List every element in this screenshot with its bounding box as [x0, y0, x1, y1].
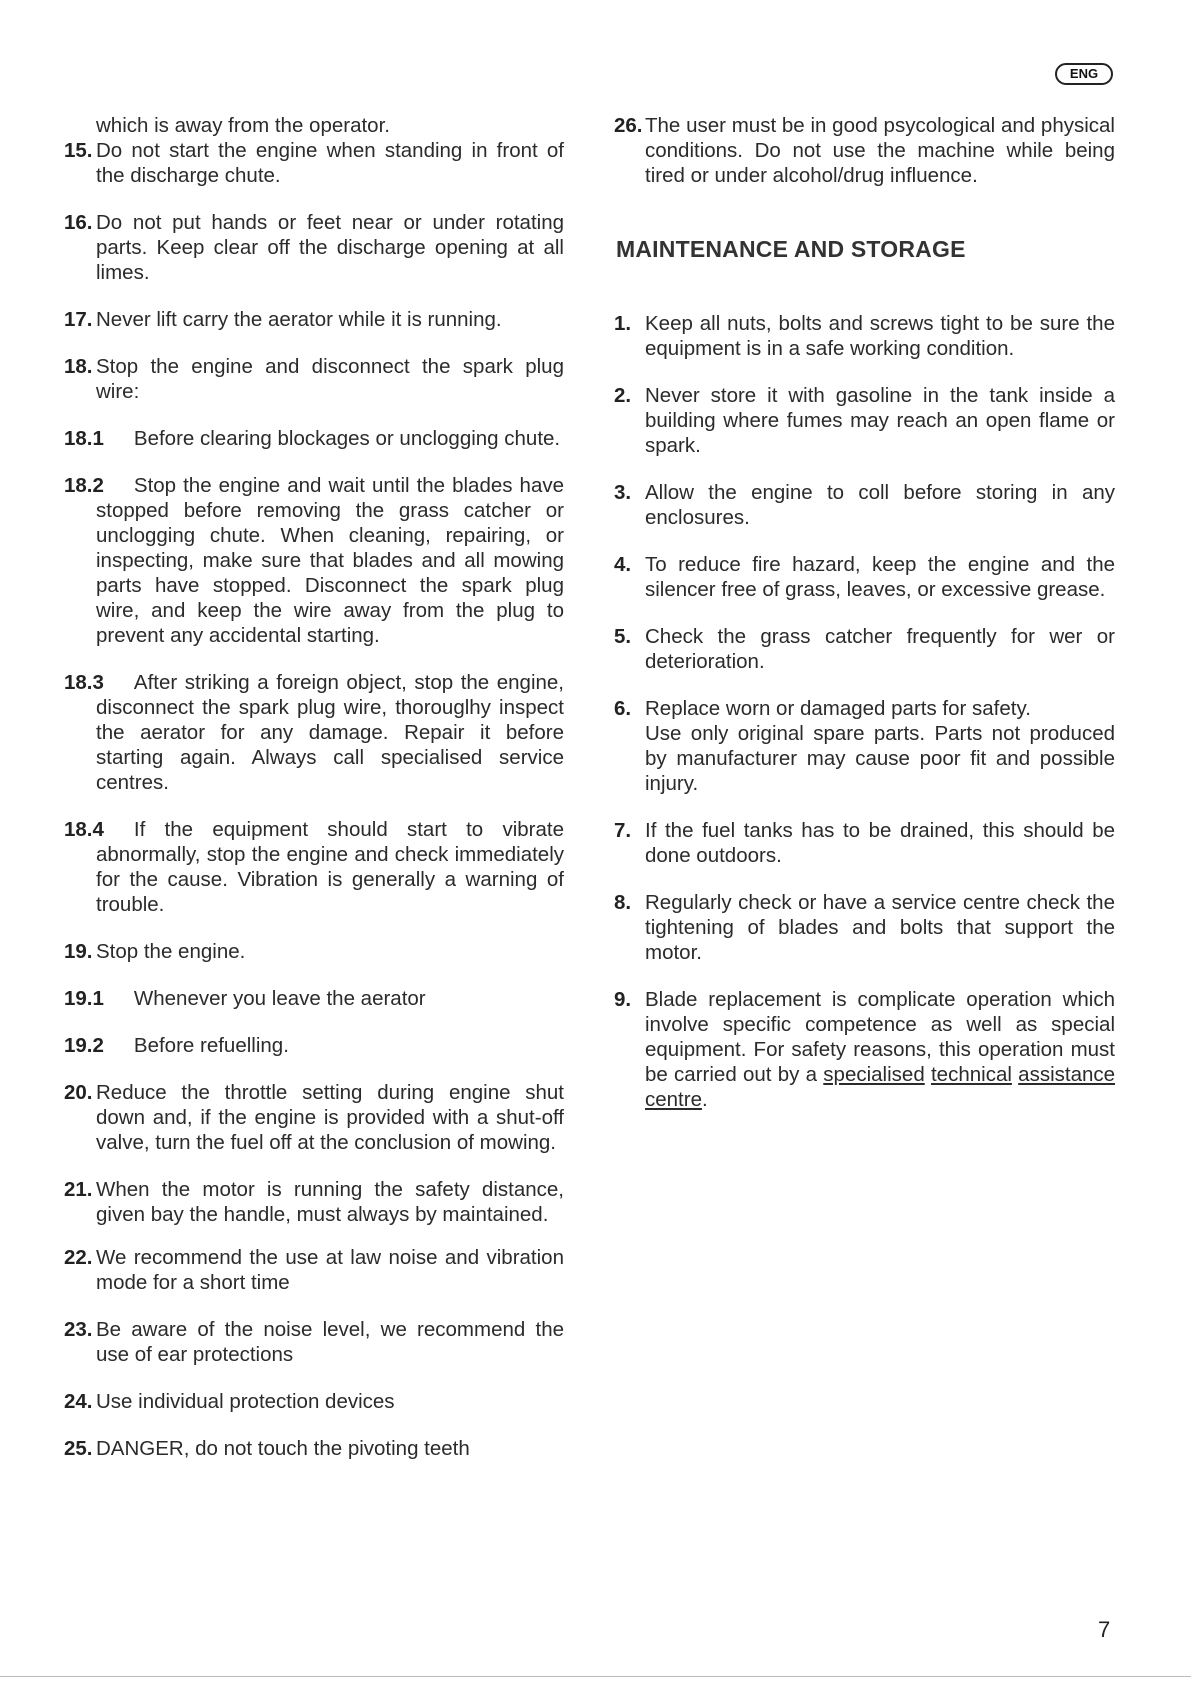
- section-title: MAINTENANCE AND STORAGE: [616, 236, 966, 262]
- underlined-text: technical: [930, 1063, 1012, 1086]
- list-item: 5. Check the grass catcher frequently for wer or deterioration.: [614, 625, 1115, 673]
- sub-list-item: 18.3 After striking a foreign object, stop the engine, disconnect the spark plug wire, thorouglhy inspect the aerator for any damage. Repair it before starting again. Always call specialised service centres.: [64, 671, 564, 794]
- sub-list-item: 18.4 If the equipment should start to vibrate abnormally, stop the engine and check immediately for the cause. Vibration is generally a warning of trouble.: [64, 818, 564, 916]
- underlined-text: assistance centre: [645, 1063, 1116, 1111]
- list-item: 9. Blade replacement is complicate operation which involve specific competence as well as special equipment. For safety reasons, this operation must be carried out by a specialised technical assistance centre.: [614, 988, 1116, 1111]
- list-item: 21. When the motor is running the safety distance, given bay the handle, must always by maintained.: [64, 1178, 564, 1226]
- underlined-text: specialised: [823, 1063, 925, 1086]
- sub-list-item: 19.2 Before refuelling.: [64, 1034, 289, 1057]
- list-item: 20. Reduce the throttle setting during engine shut down and, if the engine is provided with a shut-off valve, turn the fuel off at the conclusion of mowing.: [64, 1081, 564, 1154]
- list-item: 17. Never lift carry the aerator while it is running.: [64, 308, 502, 331]
- list-item: 3. Allow the engine to coll before storing in any enclosures.: [614, 481, 1115, 529]
- right-column: [612, 113, 1115, 1112]
- left-column: [64, 113, 564, 1461]
- list-item: 2. Never store it with gasoline in the tank inside a building where fumes may reach an open flame or spark.: [614, 384, 1115, 457]
- list-item: 18. Stop the engine and disconnect the spark plug wire:: [64, 355, 564, 403]
- list-item: 26. The user must be in good psycological and physical conditions. Do not use the machine while being tired or under alcohol/drug influence.: [614, 114, 1115, 187]
- bottom-rule: [0, 1676, 1191, 1677]
- list-item: 4. To reduce fire hazard, keep the engine and the silencer free of grass, leaves, or excessive grease.: [614, 553, 1115, 601]
- list-item: 24. Use individual protection devices: [64, 1390, 395, 1413]
- list-item: 23. Be aware of the noise level, we recommend the use of ear protections: [64, 1318, 564, 1366]
- sub-list-item: 18.1 Before clearing blockages or unclogging chute.: [64, 427, 561, 450]
- sub-list-item: 19.1 Whenever you leave the aerator: [64, 987, 426, 1010]
- list-item: 7. If the fuel tanks has to be drained, this should be done outdoors.: [614, 819, 1115, 867]
- list-item: 25. DANGER, do not touch the pivoting teeth: [64, 1437, 470, 1460]
- list-item: 19. Stop the engine.: [64, 940, 246, 963]
- list-item: 8. Regularly check or have a service centre check the tightening of blades and bolts that support the motor.: [614, 891, 1115, 964]
- list-item: 6. Replace worn or damaged parts for safety. Use only original spare parts. Parts not produced by manufacturer may cause poor fit and possible injury.: [614, 697, 1115, 795]
- list-item: 22. We recommend the use at law noise and vibration mode for a short time: [64, 1246, 564, 1294]
- list-item: 16. Do not put hands or feet near or under rotating parts. Keep clear off the discharge opening at all limes.: [64, 211, 564, 284]
- list-item: 1. Keep all nuts, bolts and screws tight to be sure the equipment is in a safe working condition.: [614, 312, 1115, 360]
- list-item: 15. Do not start the engine when standing in front of the discharge chute.: [64, 139, 564, 187]
- sub-list-item: 18.2 Stop the engine and wait until the blades have stopped before removing the grass catcher or unclogging chute. When cleaning, repairing, or inspecting, make sure that blades and all mowing parts have stopped. Disconnect the spark plug wire, and keep the wire away from the plug to prevent any accidental starting.: [64, 474, 564, 647]
- language-badge: ENG: [1055, 63, 1113, 85]
- page-number: 7: [1098, 1617, 1111, 1642]
- continuation-text: which is away from the operator.: [96, 114, 390, 137]
